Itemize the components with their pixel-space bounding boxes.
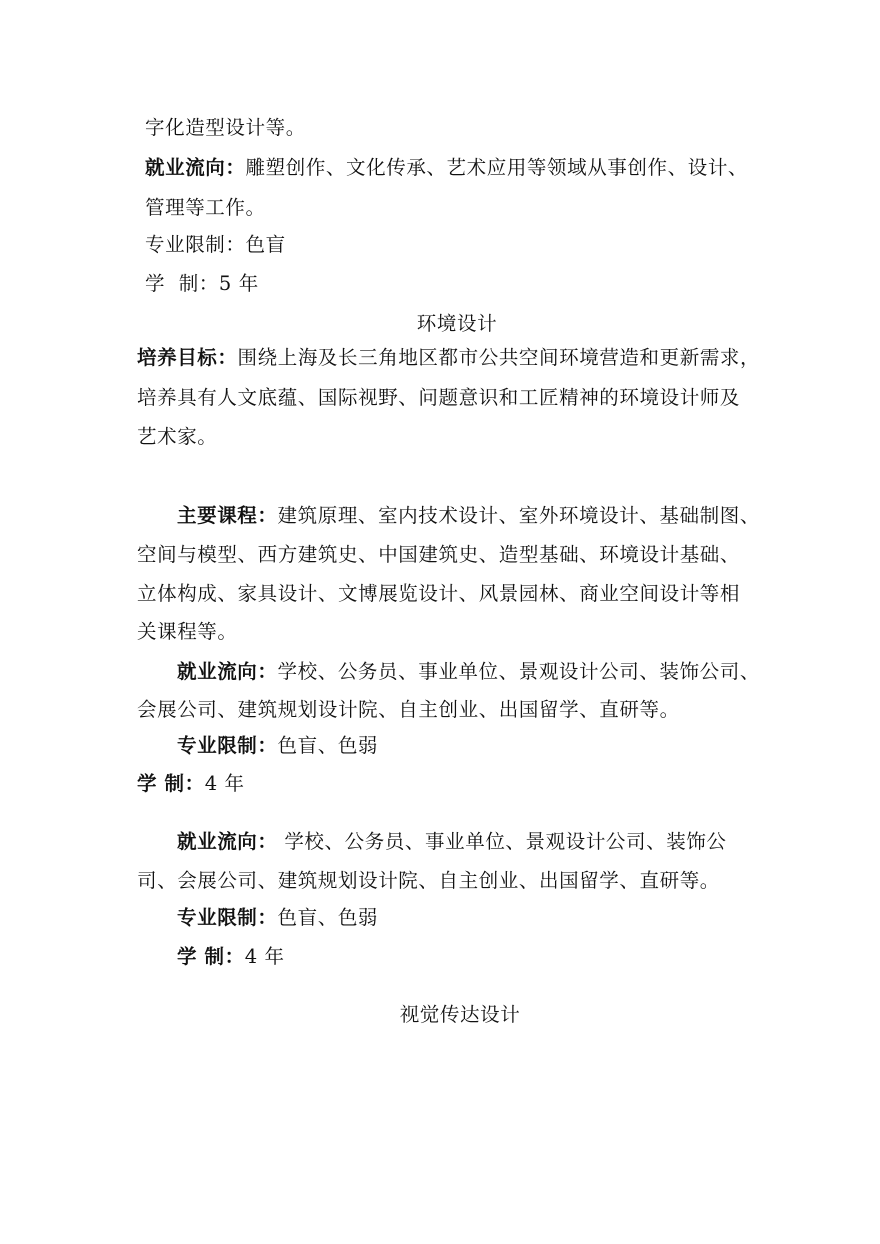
course-label: 主要课程： (177, 504, 278, 527)
section-title: 视觉传达设计 (399, 1003, 521, 1026)
limit-label: 专业限制： (177, 734, 278, 757)
limit-label: 专业限制： (145, 233, 246, 256)
limit-line (145, 233, 286, 257)
years-label: 学 制： (177, 945, 245, 968)
course-text: 建筑原理、室内技术设计、室外环境设计、基础制图、 (277, 504, 760, 527)
paragraph-line: 会展公司、建筑规划设计院、自主创业、出国留学、直研等。 (137, 698, 680, 721)
limit-line (177, 734, 378, 758)
limit-line (177, 906, 378, 930)
paragraph-line: 培养具有人文底蕴、国际视野、问题意识和工匠精神的环境设计师及 (137, 386, 741, 409)
limit-text: 色盲、色弱 (277, 734, 379, 757)
paragraph-line: 关课程等。 (137, 620, 238, 643)
career-label: 就业流向： (145, 156, 246, 179)
career-label: 就业流向： (177, 830, 278, 853)
goal-line (137, 346, 760, 370)
goal-text: 围绕上海及长三角地区都市公共空间环境营造和更新需求， (237, 346, 761, 369)
limit-text: 色盲、色弱 (277, 906, 379, 929)
limit-text: 色盲 (245, 233, 286, 256)
years-line (137, 772, 245, 796)
career-text: 学校、公务员、事业单位、景观设计公司、装饰公 (277, 830, 727, 853)
years-line (177, 945, 285, 969)
career-label: 就业流向： (177, 660, 278, 683)
section-title: 环境设计 (416, 312, 498, 335)
paragraph-line: 立体构成、家具设计、文博展览设计、风景园林、商业空间设计等相 (137, 582, 741, 605)
goal-label: 培养目标： (137, 346, 238, 369)
paragraph-line: 艺术家。 (137, 425, 218, 448)
course-line (177, 504, 760, 528)
career-line (145, 156, 748, 180)
years-label: 学 制： (145, 272, 219, 295)
career-text: 学校、公务员、事业单位、景观设计公司、装饰公司、 (277, 660, 760, 683)
years-text: 5 年 (218, 272, 259, 295)
years-line (145, 272, 259, 296)
years-text: 4 年 (244, 945, 285, 968)
years-label: 学 制： (137, 772, 205, 795)
paragraph-line: 司、会展公司、建筑规划设计院、自主创业、出国留学、直研等。 (137, 869, 720, 892)
career-text: 雕塑创作、文化传承、艺术应用等领域从事创作、设计、 (245, 156, 749, 179)
career-line (177, 660, 760, 684)
paragraph-line: 空间与模型、西方建筑史、中国建筑史、造型基础、环境设计基础、 (137, 543, 741, 566)
paragraph-line: 管理等工作。 (145, 196, 266, 219)
limit-label: 专业限制： (177, 906, 278, 929)
paragraph-line: 字化造型设计等。 (145, 116, 306, 139)
career-line (177, 830, 727, 854)
years-text: 4 年 (204, 772, 245, 795)
